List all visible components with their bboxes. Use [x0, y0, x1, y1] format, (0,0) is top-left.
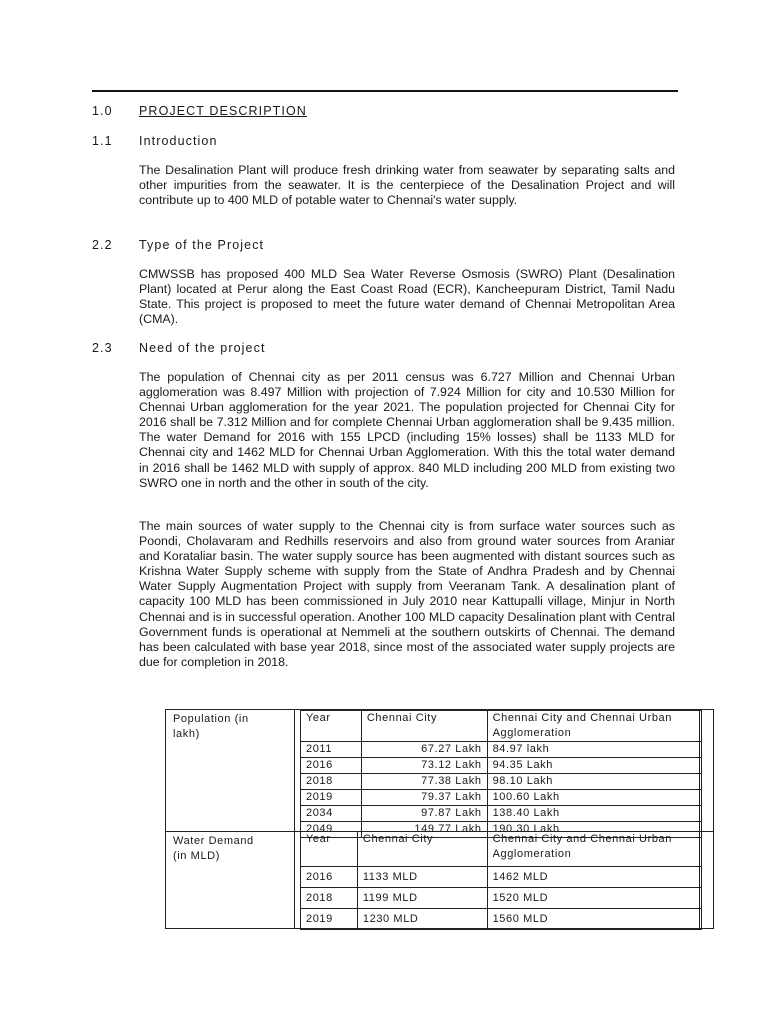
section-number: 2.2: [92, 238, 113, 252]
cell-year: 2019: [301, 790, 362, 806]
cell-year: 2019: [301, 909, 358, 930]
section-number: 1.0: [92, 104, 113, 118]
section-title: Introduction: [139, 134, 218, 148]
cell-year: 2034: [301, 806, 362, 822]
header-chennai-uac: Chennai City and Chennai Urban Agglomeration: [487, 711, 701, 742]
cell-uac: 100.60 Lakh: [487, 790, 701, 806]
section-number: 1.1: [92, 134, 113, 148]
cell-uac: 138.40 Lakh: [487, 806, 701, 822]
cell-city: 79.37 Lakh: [361, 790, 487, 806]
top-rule: [92, 90, 678, 92]
header-chennai-uac: Chennai City and Chennai Urban Agglomeration: [487, 832, 701, 867]
inner-frame: [294, 710, 700, 928]
cell-year: 2016: [301, 758, 362, 774]
cell-city: 149.77 Lakh: [361, 822, 487, 838]
cell-uac: 1520 MLD: [487, 888, 701, 909]
cell-year: 2011: [301, 742, 362, 758]
header-chennai-city: Chennai City: [361, 711, 487, 742]
paragraph-need-population: The population of Chennai city as per 2011 census was 6.727 Million and Chennai Urban agglomeration was 8.497 Million with projection of 7.924 Million for city and 10.530 Million for Chennai Urban agglomeration for the year 2021. The population projected for Chennai City for 2016 shall be 7.312 Million and for complete Chennai Urban agglomeration shall be 9.435 million. The water Demand for 2016 with 155 LPCD (including 15% losses) shall be 1133 MLD for Chennai city and 1462 MLD for Chennai Urban Agglomeration. With this the total water demand in 2016 shall be 1462 MLD with supply of approx. 840 MLD including 200 MLD from existing two SWRO one in north and the other in south of the city.: [139, 370, 675, 490]
cell-city: 77.38 Lakh: [361, 774, 487, 790]
cell-uac: 1560 MLD: [487, 909, 701, 930]
cell-city: 73.12 Lakh: [361, 758, 487, 774]
cell-year: 2049: [301, 822, 362, 838]
section-title: Need of the project: [139, 341, 266, 355]
cell-city: 67.27 Lakh: [361, 742, 487, 758]
cell-uac: 84.97 lakh: [487, 742, 701, 758]
section-title: Type of the Project: [139, 238, 265, 252]
section-title: PROJECT DESCRIPTION: [139, 104, 307, 118]
paragraph-need-sources: The main sources of water supply to the Chennai city is from surface water sources such as Poondi, Cholavaram and Redhills reservoirs and also from ground water sources from Araniar and Korataliar basin. The water supply source has been augmented with distant sources such as Krishna Water Supply scheme with supply from the State of Andhra Pradesh and by Chennai Water Supply Augmentation Project with supply from Veeranam Tank. A desalination plant of capacity 100 MLD has been commissioned in July 2010 near Kattupalli village, Minjur in North Chennai and is in successful operation. Another 100 MLD capacity Desalination plant with Central Government funds is operational at Nemmeli at the southern outskirts of Chennai. The demand has been calculated with base year 2018, since most of the associated water supply projects are due for completion in 2018.: [139, 519, 675, 669]
paragraph-type-of-project: CMWSSB has proposed 400 MLD Sea Water Reverse Osmosis (SWRO) Plant (Desalination Plant) located at Perur along the East Coast Road (ECR), Kancheepuram District, Tamil Nadu State. This project is proposed to meet the future water demand of Chennai Metropolitan Area (CMA).: [139, 267, 675, 327]
cell-year: 2018: [301, 888, 358, 909]
paragraph-introduction: The Desalination Plant will produce fresh drinking water from seawater by separating salts and other impurities from the seawater. It is the centerpiece of the Desalination Project and will contribute up to 400 MLD of potable water to Chennai's water supply.: [139, 163, 675, 208]
cell-uac: 190.30 Lakh: [487, 822, 701, 838]
cell-uac: 98.10 Lakh: [487, 774, 701, 790]
cell-city: 1230 MLD: [357, 909, 487, 930]
section-number: 2.3: [92, 341, 113, 355]
population-row-label: Population (in lakh): [173, 713, 249, 740]
header-chennai-city: Chennai City: [357, 832, 487, 867]
cell-year: 2016: [301, 867, 358, 888]
cell-year: 2018: [301, 774, 362, 790]
header-year: Year: [301, 832, 358, 867]
water-demand-row-label: Water Demand (in MLD): [173, 835, 254, 862]
cell-city: 97.87 Lakh: [361, 806, 487, 822]
cell-uac: 1462 MLD: [487, 867, 701, 888]
cell-city: 1199 MLD: [357, 888, 487, 909]
header-year: Year: [301, 711, 362, 742]
data-table: [165, 709, 714, 929]
cell-city: 1133 MLD: [357, 867, 487, 888]
cell-uac: 94.35 Lakh: [487, 758, 701, 774]
